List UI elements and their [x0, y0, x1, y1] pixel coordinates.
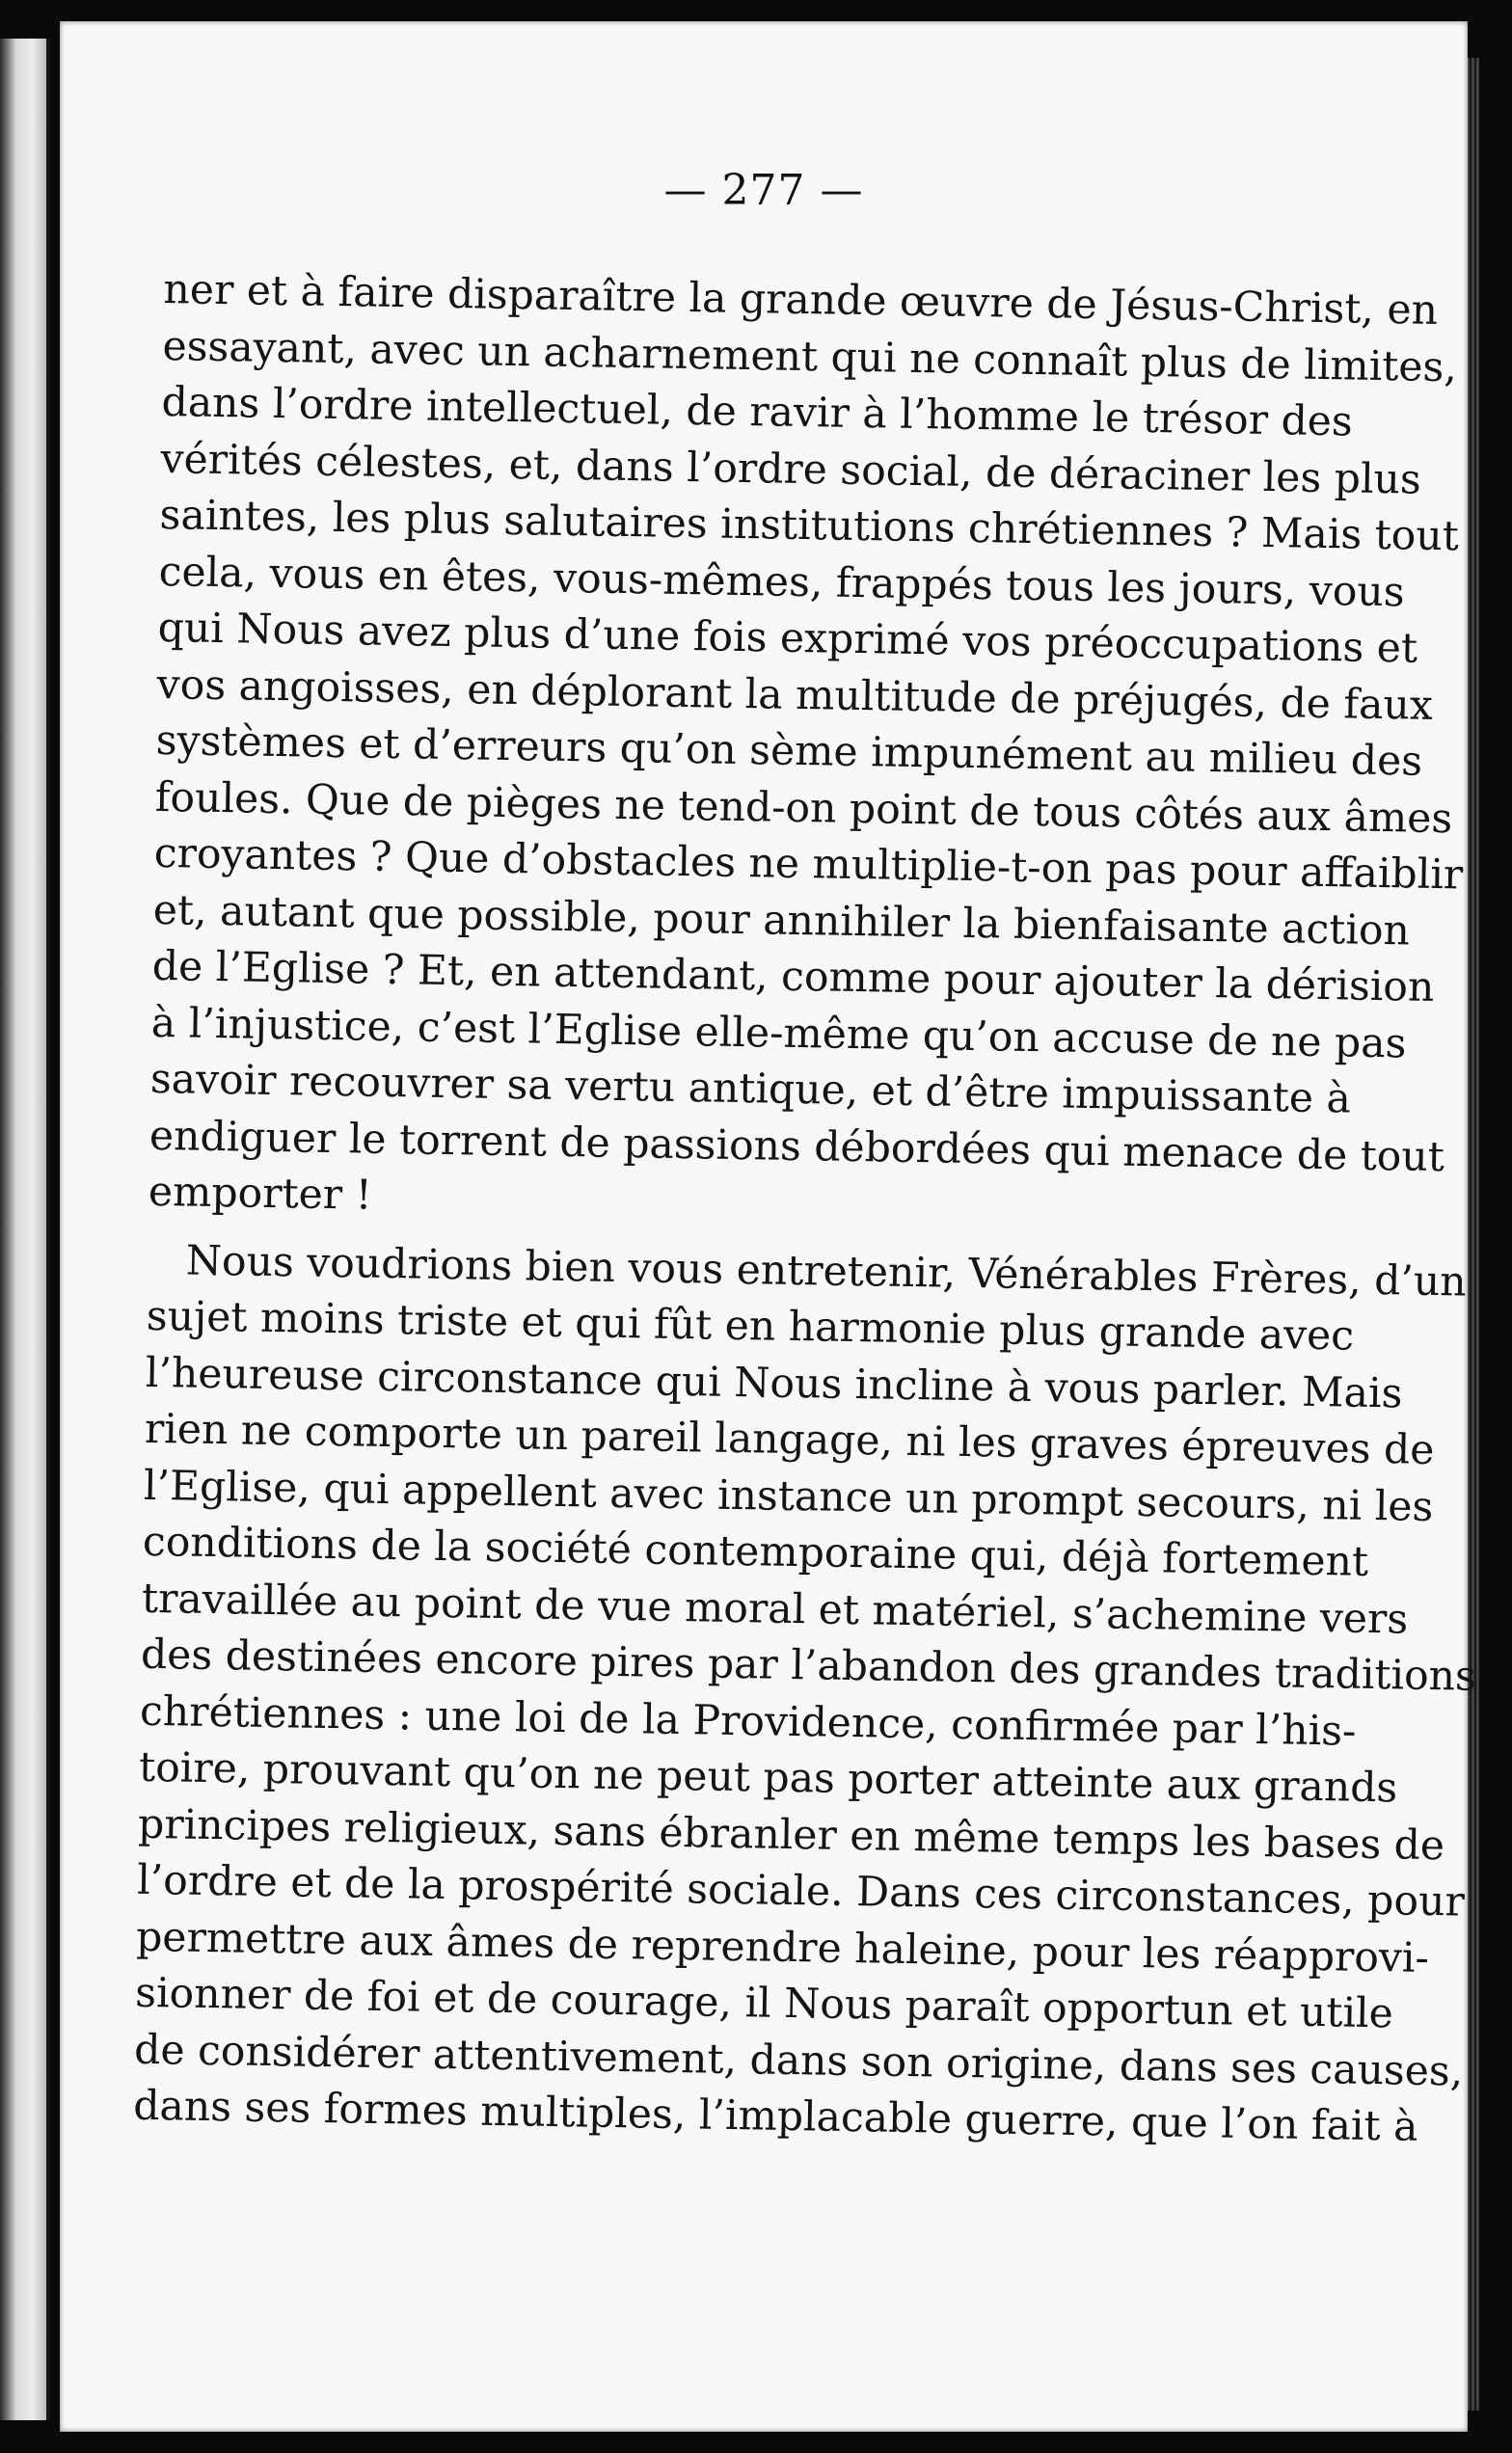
text-line: de l’Eglise ? Et, en attendant, comme pour ajouter la dérision — [151, 942, 1435, 1011]
text-line: travaillée au point de vue moral et matériel, s’achemine vers — [141, 1575, 1409, 1644]
text-line: toire, prouvant qu’on ne peut pas porter atteinte aux grands — [138, 1743, 1398, 1813]
facing-page-edge — [0, 39, 50, 2420]
book-page — [60, 21, 1477, 2432]
text-line: des destinées encore pires par l’abandon des grandes traditions — [140, 1631, 1477, 1701]
text-line: de considérer attentivement, dans son origine, dans ses causes, — [133, 2026, 1464, 2096]
text-line: chrétiennes : une loi de la Providence, confirmée par l’his- — [139, 1687, 1357, 1756]
text-line: permettre aux âmes de reprendre haleine, pour les réapprovi- — [135, 1913, 1430, 1982]
text-line: croyantes ? Que d’obstacles ne multiplie-t-on pas pour affaiblir — [153, 829, 1464, 900]
text-line: dans ses formes multiples, l’implacable guerre, que l’on fait à — [132, 2082, 1418, 2151]
text-line: Nous voudrions bien vous entretenir, Vénérables Frères, d’un — [185, 1237, 1468, 1307]
paragraph — [148, 262, 1464, 1241]
text-line: emporter ! — [148, 1168, 373, 1220]
text-line: vos angoisses, en déplorant la multitude de préjugés, de faux — [156, 660, 1434, 730]
text-line: cela, vous en êtes, vous-mêmes, frappés tous les jours, vous — [158, 548, 1405, 616]
text-line: savoir recouvrer sa vertu antique, et d’être impuissante à — [149, 1055, 1352, 1123]
text-line: systèmes et d’erreurs qu’on sème impunément au milieu des — [155, 716, 1423, 786]
paragraph — [132, 1232, 1477, 2154]
body-text — [132, 262, 1477, 2155]
text-line: essayant, avec un acharnement qui ne connaît plus de limites, — [162, 322, 1458, 391]
text-line: saintes, les plus salutaires institutions chrétiennes ? Mais tout — [159, 491, 1460, 561]
text-line: à l’injustice, c’est l’Eglise elle-même qu’on accuse de ne pas — [150, 999, 1407, 1067]
text-line: ner et à faire disparaître la grande œuvre de Jésus-Christ, en — [163, 265, 1439, 335]
text-line: sionner de foi et de courage, il Nous paraît opportun et utile — [134, 1969, 1394, 2038]
text-line: rien ne comporte un pareil langage, ni les graves épreuves de — [144, 1405, 1435, 1475]
text-line: principes religieux, sans ébranler en même temps les bases de — [137, 1800, 1445, 1870]
text-line: conditions de la société contemporaine qui, déjà fortement — [142, 1518, 1369, 1586]
text-line: sujet moins triste et qui fût en harmonie plus grande avec — [146, 1292, 1355, 1361]
text-line: dans l’ordre intellectuel, de ravir à l’homme le trésor des — [161, 378, 1354, 446]
text-line: foules. Que de pièges ne tend-on point de tous côtés aux âmes — [154, 773, 1453, 843]
text-line: l’ordre et de la prospérité sociale. Dans ces circonstances, pour — [136, 1856, 1466, 1927]
text-line: et, autant que possible, pour annihiler la bienfaisante action — [152, 886, 1411, 956]
text-line: endiguer le torrent de passions débordées qui menace de tout — [148, 1112, 1445, 1181]
text-line: qui Nous avez plus d’une fois exprimé vos préoccupations et — [157, 604, 1418, 673]
page-number: — 277 — — [663, 166, 864, 215]
text-line: vérités célestes, et, dans l’ordre social, de déraciner les plus — [160, 435, 1422, 504]
text-line: l’heureuse circonstance qui Nous incline à vous parler. Mais — [145, 1349, 1403, 1417]
text-line: l’Eglise, qui appellent avec instance un prompt secours, ni les — [143, 1462, 1434, 1531]
